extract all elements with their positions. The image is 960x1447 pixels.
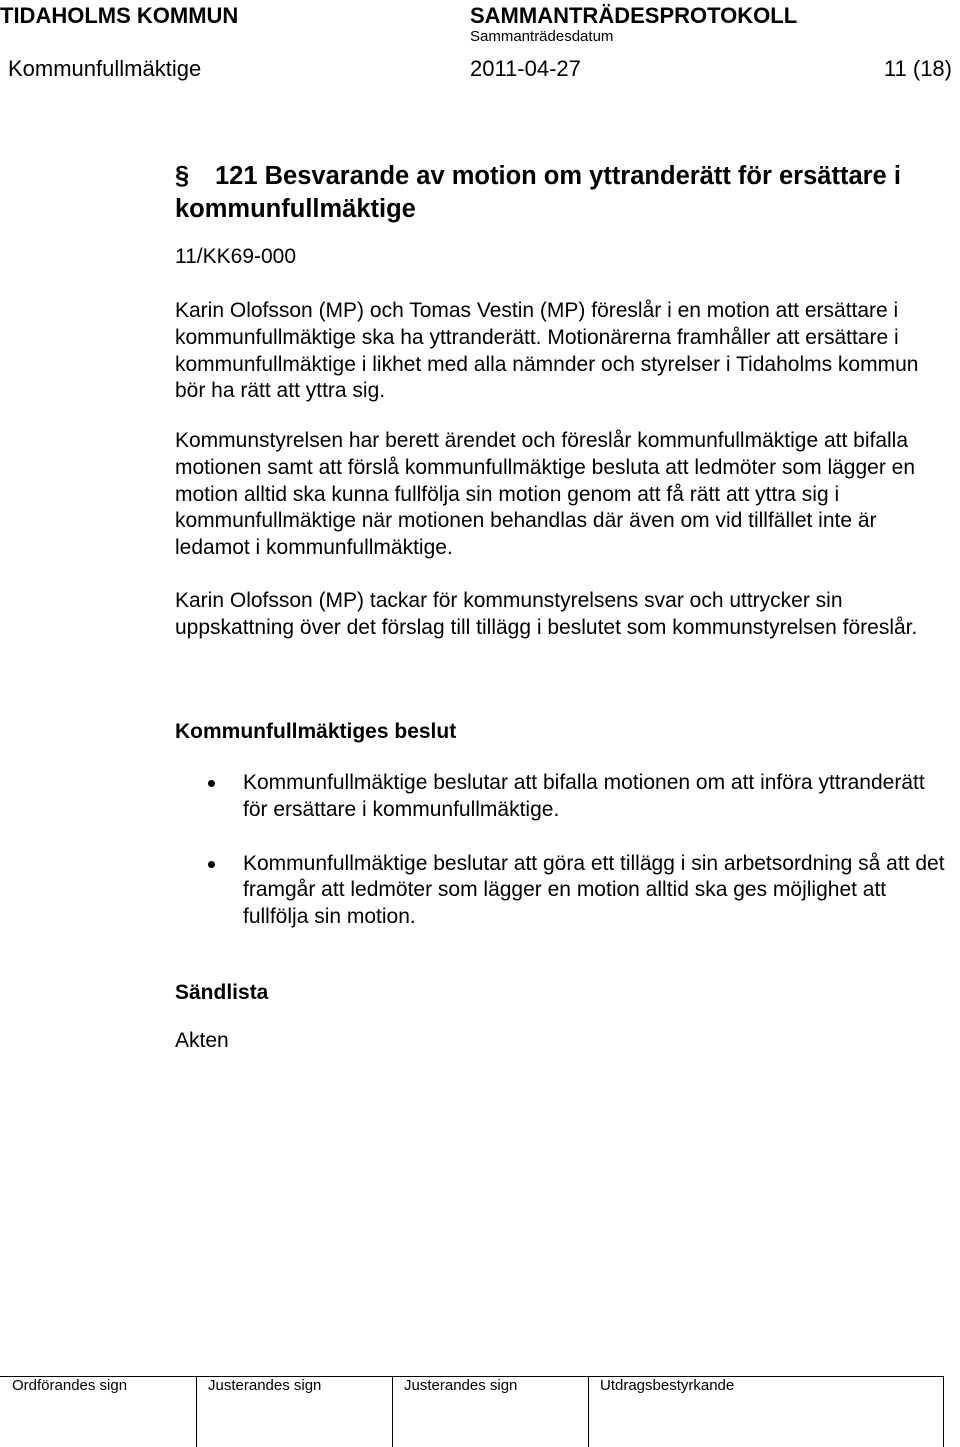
org-name: TIDAHOLMS KOMMUN bbox=[0, 3, 239, 28]
decision-heading: Kommunfullmäktiges beslut bbox=[175, 720, 457, 743]
bullet-icon bbox=[208, 780, 215, 787]
paragraph-text: Kommunstyrelsen har berett ärendet och föreslår kommunfullmäktige att bifalla motionen samt att förslå kommunfullmäktige besluta att ledmöter som lägger en motion alltid ska kunna fullfölja sin motion genom att få rätt att yttra sig i kommunfullmäktige när motionen behandlas där även om vid tillfället inte är ledamot i kommunfullmäktige. bbox=[175, 429, 916, 560]
distribution-recipient: Akten bbox=[175, 1029, 229, 1052]
meeting-date: 2011-04-27 bbox=[470, 56, 581, 81]
date-label: Sammanträdesdatum bbox=[470, 28, 614, 45]
bullet-icon bbox=[208, 861, 215, 868]
extract-certification-label: Utdragsbestyrkande bbox=[600, 1377, 735, 1394]
decision-item bbox=[175, 770, 945, 824]
distribution-heading: Sändlista bbox=[175, 981, 269, 1004]
chair-sign-label: Ordförandes sign bbox=[12, 1377, 128, 1394]
decision-item bbox=[175, 851, 945, 931]
case-number: 11/KK69-000 bbox=[175, 245, 297, 268]
decision-item-text: Kommunfullmäktige beslutar att göra ett tillägg i sin arbetsordning så att det framgår att ledmöter som lägger en motion alltid ska ges möjlighet att fullfölja sin motion. bbox=[243, 851, 945, 929]
document-type: SAMMANTRÄDESPROTOKOLL bbox=[470, 3, 798, 28]
page-number: 11 (18) bbox=[883, 56, 952, 81]
paragraph-motion bbox=[175, 298, 945, 405]
paragraph-text: Karin Olofsson (MP) tackar för kommunstyrelsens svar och uttrycker sin uppskattning över det förslag till tillägg i beslutet som kommunstyrelsen föreslår. bbox=[175, 589, 918, 639]
item-title-block bbox=[175, 160, 945, 226]
item-title: 121 Besvarande av motion om yttranderätt för ersättare i kommunfullmäktige bbox=[175, 162, 901, 223]
meeting-body: Kommunfullmäktige bbox=[8, 56, 202, 81]
paragraph-response bbox=[175, 588, 945, 642]
paragraph-board-proposal bbox=[175, 428, 945, 562]
section-sign: § bbox=[175, 162, 190, 190]
decision-item-text: Kommunfullmäktige beslutar att bifalla motionen om att införa yttranderätt för ersättare i kommunfullmäktige. bbox=[243, 771, 925, 821]
adjuster-sign-label-2: Justerandes sign bbox=[404, 1377, 518, 1394]
paragraph-text: Karin Olofsson (MP) och Tomas Vestin (MP) föreslår i en motion att ersättare i kommunfullmäktige ska ha yttranderätt. Motionärerna framhåller att ersättare i kommunfullmäktige i likhet med alla nämnder och styrelser i Tidaholms kommun bör ha rätt att yttra sig. bbox=[175, 299, 919, 403]
adjuster-sign-label-1: Justerandes sign bbox=[208, 1377, 322, 1394]
decision-list bbox=[175, 770, 945, 931]
